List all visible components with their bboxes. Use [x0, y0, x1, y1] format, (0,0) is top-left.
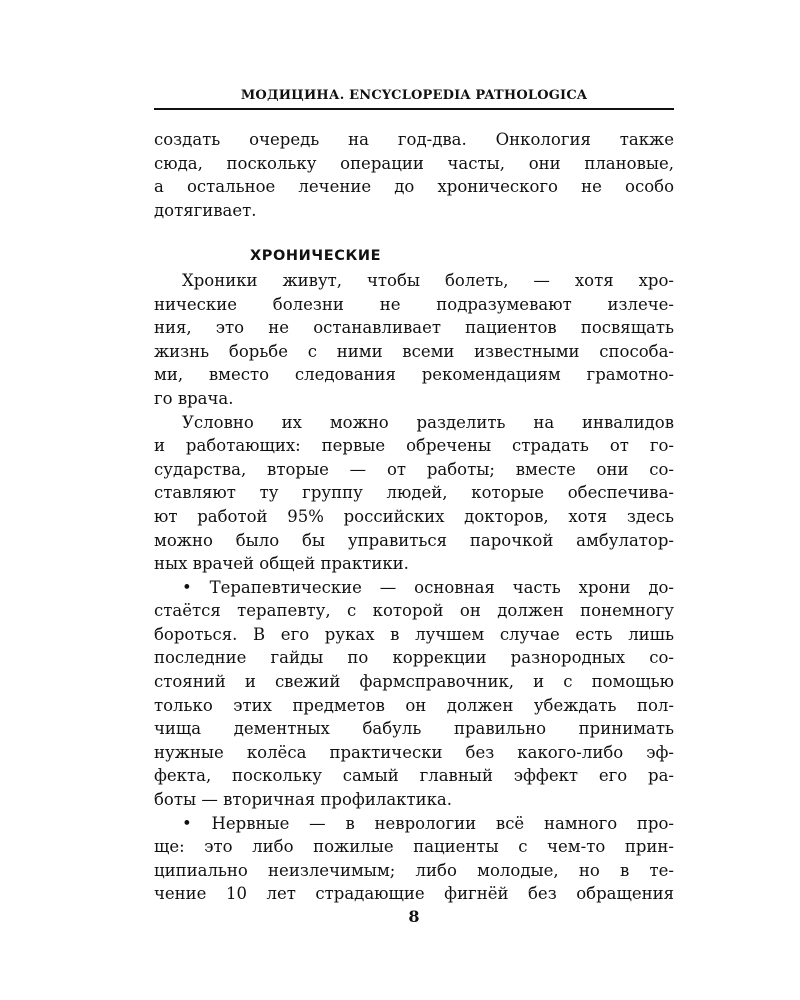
bullet-therapeutic: [154, 576, 674, 812]
text-line: стаётся терапевту, с которой он должен понемногу: [154, 601, 674, 621]
intro-paragraph: [154, 128, 674, 222]
header-rule: [154, 108, 674, 110]
page-number: 8: [408, 907, 420, 926]
text-line: ставляют ту группу людей, которые обеспечива-: [154, 483, 674, 503]
bullet-neurological: [154, 812, 674, 906]
text-line: последние гайды по коррекции разнородных со-: [154, 648, 674, 668]
text-line: стояний и свежий фармсправочник, и с помощью: [154, 672, 674, 692]
text-line: фекта, поскольку самый главный эффект его ра-: [154, 766, 674, 786]
text-line: чища дементных бабуль правильно принимать: [154, 719, 674, 739]
text-line: ют работой 95% российских докторов, хотя здесь: [154, 506, 674, 526]
text-line: боты — вторичная профилактика.: [154, 790, 452, 810]
text-line: ми, вместо следования рекомендациям грамотно-: [154, 365, 674, 385]
text-line: ципиально неизлечимым; либо молодые, но в те-: [154, 860, 674, 880]
text-line: ще: это либо пожилые пациенты с чем-то прин-: [154, 837, 674, 857]
text-line: сударства, вторые — от работы; вместе они со-: [154, 459, 674, 479]
section-heading: ХРОНИЧЕСКИЕ: [250, 248, 382, 265]
text-line: создать очередь на год-два. Онкология также: [154, 130, 674, 149]
text-line: нужные колёса практически без какого-либо эф-: [154, 742, 674, 762]
text-line: жизнь борьбе с ними всеми известными способа-: [154, 341, 674, 361]
paragraph-chronics: [154, 269, 674, 411]
text-line: бороться. В его руках в лучшем случае есть лишь: [154, 624, 674, 644]
paragraph-classification: [154, 411, 674, 576]
text-line: нические болезни не подразумевают излече-: [154, 294, 674, 314]
text-line: го врача.: [154, 388, 234, 408]
text-line: ния, это не останавливает пациентов посвящать: [154, 318, 674, 338]
text-line: сюда, поскольку операции часты, они плановые,: [154, 153, 674, 173]
text-line: ных врачей общей практики.: [154, 554, 409, 574]
text-line: а остальное лечение до хронического не особо: [154, 177, 674, 197]
section-gap: [154, 222, 674, 245]
text-line: • Терапевтические — основная часть хрони до-: [182, 577, 674, 597]
text-line: • Нервные — в неврологии всё намного про-: [182, 813, 674, 833]
text-line: и работающих: первые обречены страдать от го-: [154, 436, 674, 456]
text-line: Условно их можно разделить на инвалидов: [182, 412, 674, 432]
text-line: можно было бы управиться парочкой амбулатор-: [154, 530, 674, 550]
text-line: Хроники живут, чтобы болеть, — хотя хро-: [182, 270, 674, 290]
text-line: дотягивает.: [154, 200, 257, 220]
text-line: только этих предметов он должен убеждать пол-: [154, 695, 674, 715]
text-line: чение 10 лет страдающие фигнёй без обращения: [154, 884, 674, 904]
page-body: [154, 128, 674, 906]
running-head: МОДИЦИНА. ENCYCLOPEDIA PATHOLOGICA: [240, 88, 588, 103]
